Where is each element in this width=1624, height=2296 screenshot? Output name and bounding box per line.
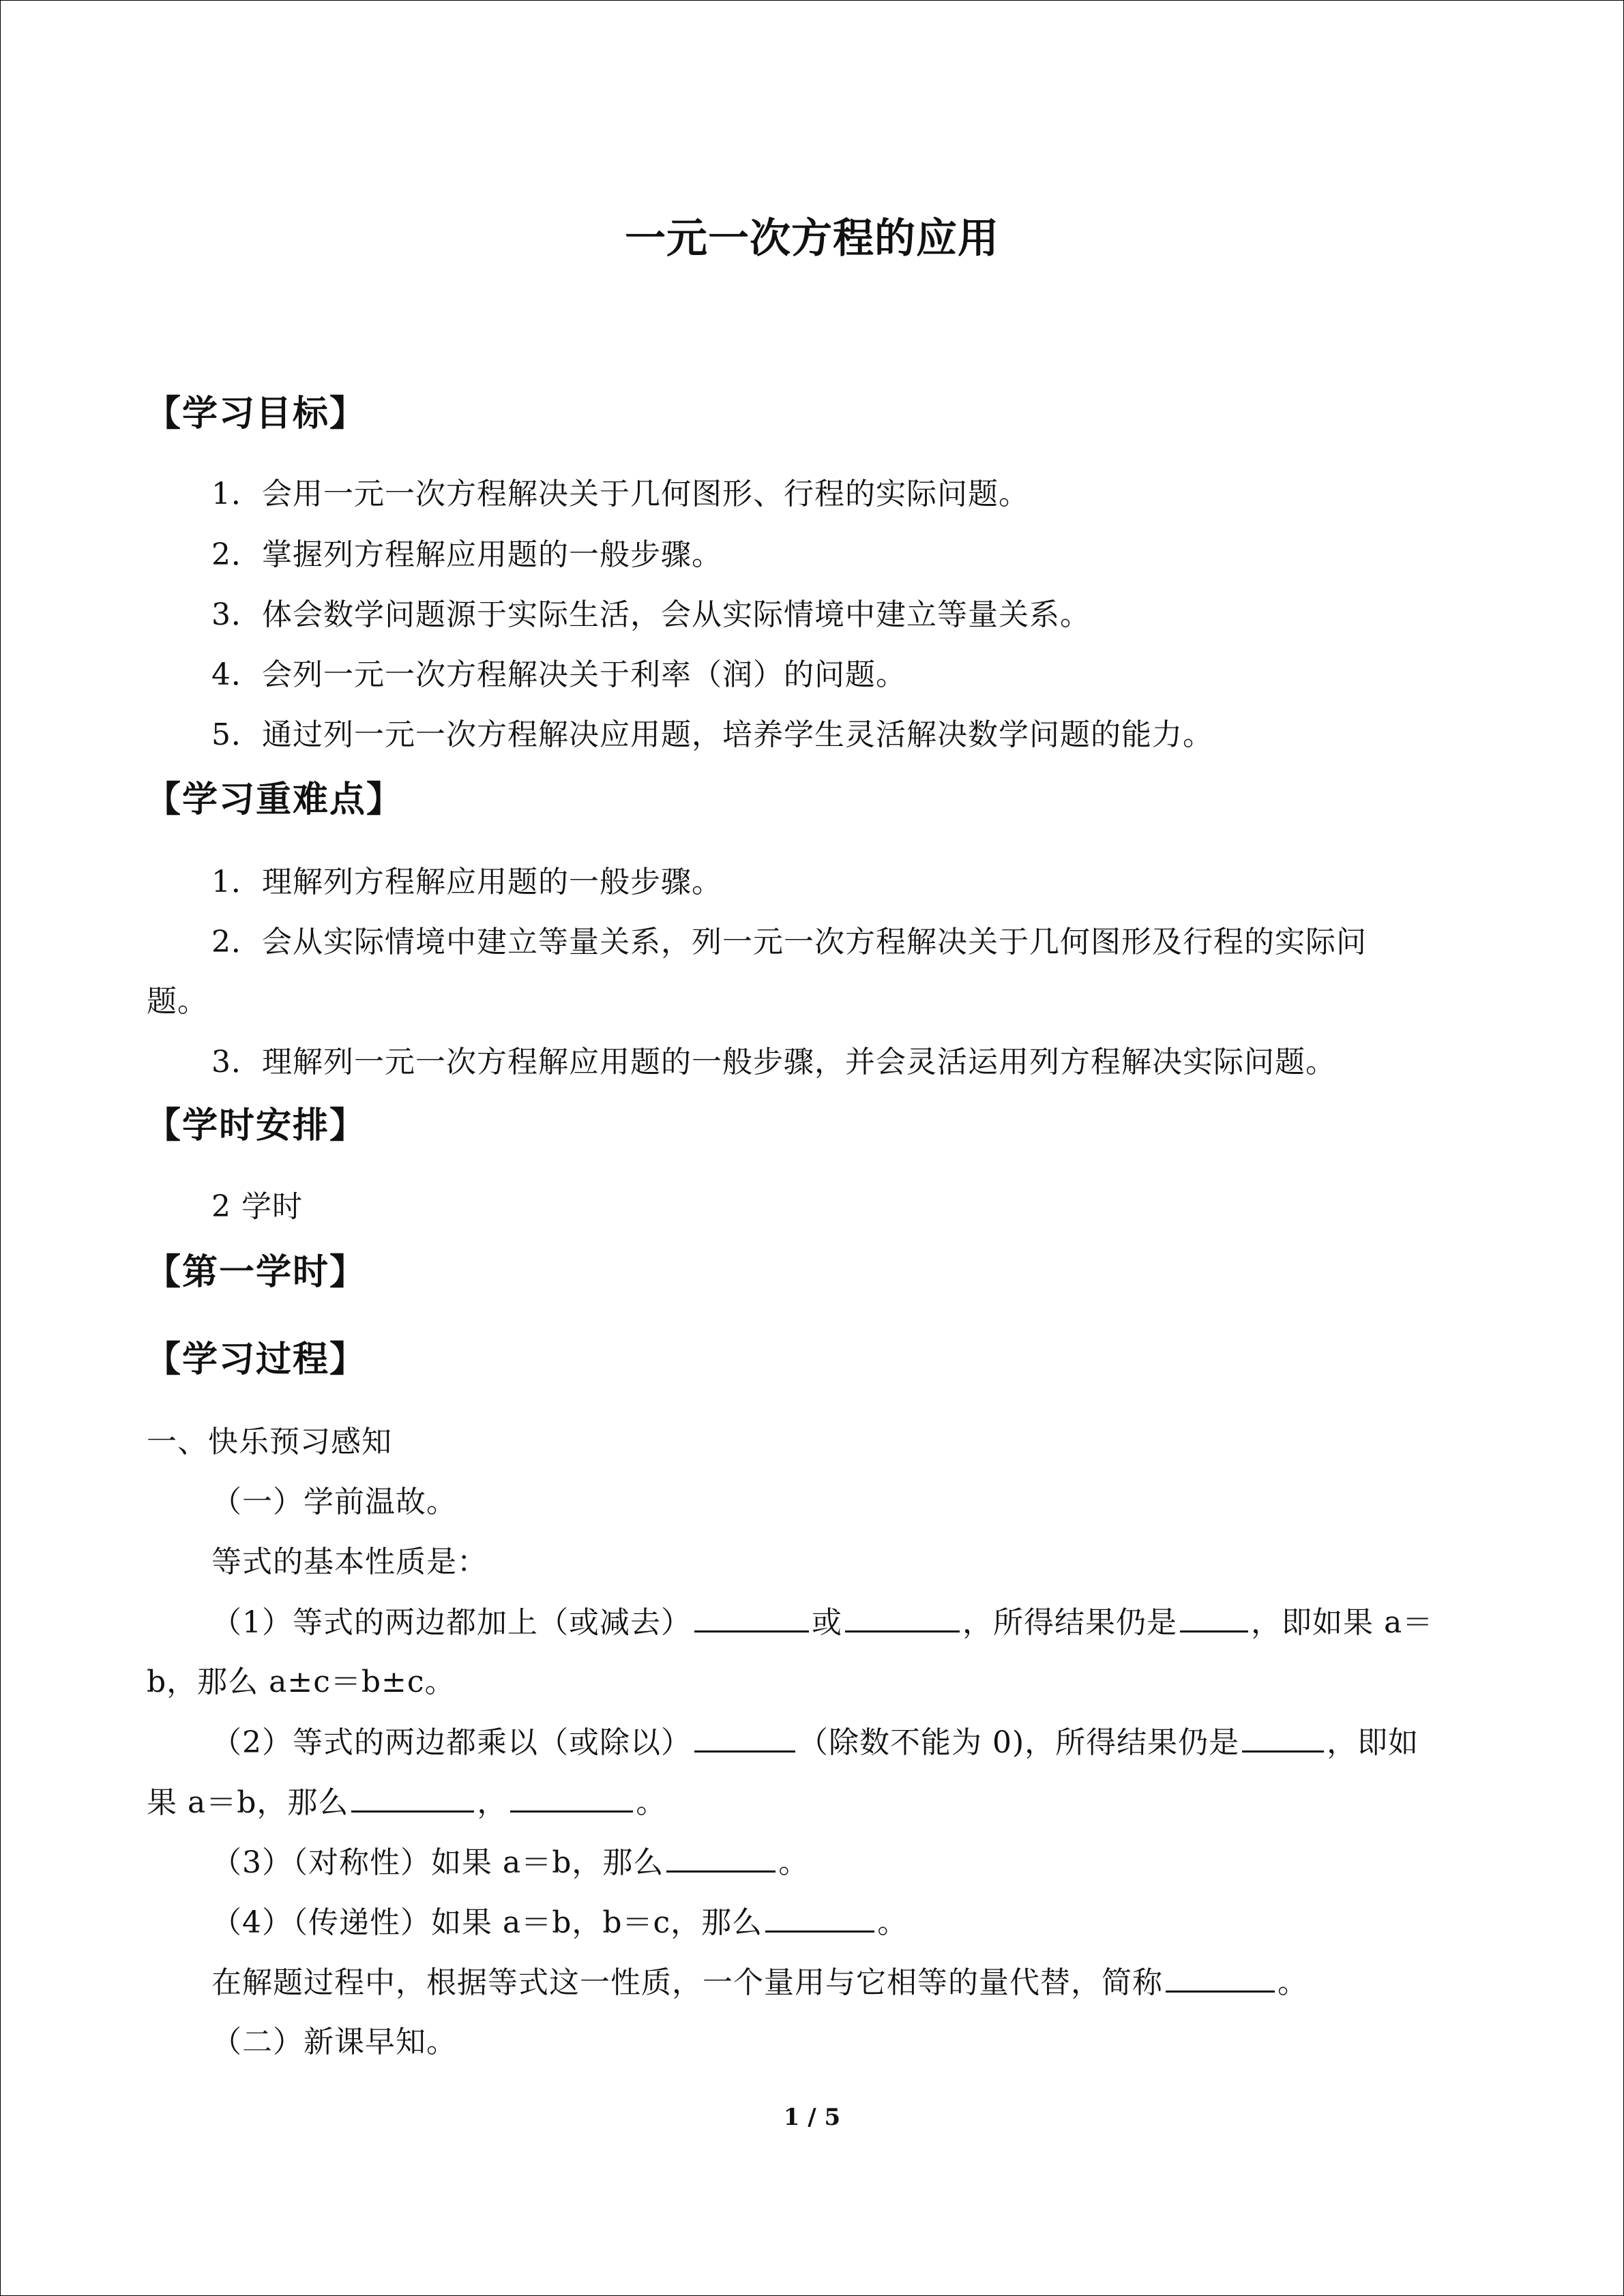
goal-item: 3．体会数学问题源于实际生活，会从实际情境中建立等量关系。	[211, 597, 1091, 632]
new-lesson-title: （二）新课早知。	[211, 2025, 457, 2059]
goal-item: 2．掌握列方程解应用题的一般步骤。	[211, 537, 722, 572]
substitution-line	[211, 1960, 1308, 2005]
part-one-title: 一、快乐预习感知	[147, 1425, 392, 1459]
schedule-heading: 【学时安排】	[145, 1105, 367, 1146]
fill-blank[interactable]	[845, 1600, 960, 1632]
property-1-text-a: （1）等式的两边都加上（或减去）	[211, 1605, 692, 1640]
document-title: 一元一次方程的应用	[625, 215, 999, 263]
process-heading: 【学习过程】	[145, 1339, 367, 1380]
fill-blank[interactable]	[351, 1780, 474, 1813]
fill-blank[interactable]	[694, 1600, 809, 1632]
property-2-line2-a: 果 a＝b，那么	[147, 1785, 349, 1820]
property-1-line	[211, 1600, 1433, 1645]
property-2-text-b: （除数不能为 0)，所得结果仍是	[798, 1725, 1240, 1760]
substitution-text-b: 。	[1278, 1965, 1308, 2000]
fill-blank[interactable]	[1242, 1720, 1324, 1753]
goal-item: 5．通过列一元一次方程解决应用题，培养学生灵活解决数学问题的能力。	[211, 717, 1213, 752]
property-1-text-d: ，即如果 a＝	[1251, 1605, 1434, 1640]
fill-blank[interactable]	[1180, 1600, 1248, 1632]
fill-blank[interactable]	[765, 1900, 874, 1933]
property-1-text-c: ，所得结果仍是	[962, 1605, 1177, 1640]
key-points-heading: 【学习重难点】	[145, 779, 404, 820]
property-2-text-a: （2）等式的两边都乘以（或除以）	[211, 1725, 692, 1760]
property-2-text-c: ，即如	[1327, 1725, 1419, 1760]
property-4-text-b: 。	[877, 1905, 909, 1940]
goal-item: 1．会用一元一次方程解决关于几何图形、行程的实际问题。	[211, 477, 1029, 511]
fill-blank[interactable]	[510, 1780, 633, 1813]
goal-item: 4．会列一元一次方程解决关于利率（润）的问题。	[211, 657, 906, 692]
property-3-line	[211, 1840, 809, 1885]
goals-heading: 【学习目标】	[145, 393, 367, 434]
property-1-text-b: 或	[812, 1605, 842, 1640]
property-2-continuation	[147, 1780, 666, 1825]
key-point-item-continuation: 题。	[147, 984, 208, 1019]
property-2-line2-c: 。	[636, 1785, 667, 1820]
key-point-item: 2．会从实际情境中建立等量关系，列一元一次方程解决关于几何图形及行程的实际问	[211, 925, 1367, 959]
key-point-item: 1．理解列方程解应用题的一般步骤。	[211, 865, 722, 899]
property-4-line	[211, 1900, 908, 1945]
review-title: （一）学前温故。	[211, 1485, 457, 1519]
property-intro: 等式的基本性质是：	[211, 1545, 488, 1579]
property-3-text-a: （3）（对称性）如果 a＝b，那么	[211, 1845, 664, 1880]
property-2-line2-b: ，	[477, 1785, 508, 1820]
property-1-continuation: b，那么 a±c＝b±c。	[147, 1665, 456, 1699]
schedule-text: 2 学时	[211, 1189, 303, 1224]
property-3-text-b: 。	[778, 1845, 810, 1880]
first-period-heading: 【第一学时】	[145, 1251, 367, 1293]
fill-blank[interactable]	[694, 1720, 795, 1753]
fill-blank[interactable]	[1166, 1960, 1275, 1993]
substitution-text-a: 在解题过程中，根据等式这一性质，一个量用与它相等的量代替，简称	[211, 1965, 1163, 2000]
fill-blank[interactable]	[666, 1840, 776, 1873]
property-4-text-a: （4）（传递性）如果 a＝b，b＝c，那么	[211, 1905, 763, 1940]
key-point-item: 3．理解列一元一次方程解应用题的一般步骤，并会灵活运用列方程解决实际问题。	[211, 1045, 1336, 1079]
page-number: 1 / 5	[783, 2104, 841, 2131]
property-2-line	[211, 1720, 1419, 1765]
